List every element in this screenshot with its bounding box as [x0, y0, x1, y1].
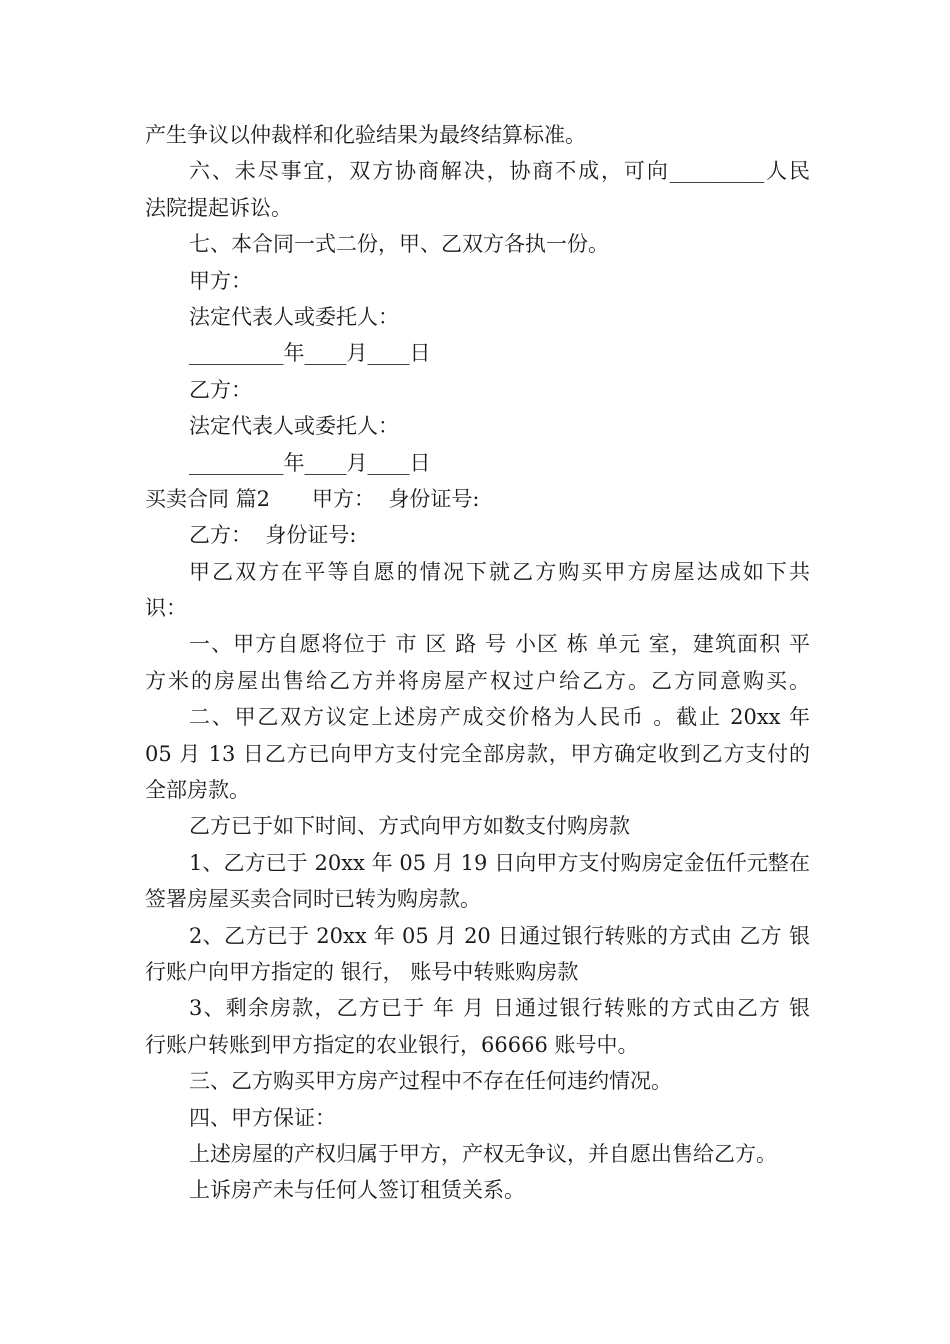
text-line: 法定代表人或委托人：	[189, 414, 399, 439]
text-line: 05 月 13 日乙方已向甲方支付完全部房款，甲方确定收到乙方支付的	[145, 741, 810, 766]
text-line: 上诉房产未与任何人签订租赁关系。	[189, 1178, 525, 1203]
text-line: 方米的房屋出售给乙方并将房屋产权过户给乙方。乙方同意购买。	[145, 668, 810, 693]
text-line: 2、乙方已于 20xx 年 05 月 20 日通过银行转账的方式由 乙方 银	[189, 923, 810, 948]
text-line: 识：	[145, 596, 187, 621]
text-line: _________年____月____日	[189, 341, 431, 366]
text-line: 乙方： 身份证号:	[189, 523, 357, 548]
text-line: 签署房屋买卖合同时已转为购房款。	[145, 887, 481, 912]
text-line: 行账户向甲方指定的 银行， 账号中转账购房款	[145, 959, 579, 984]
text-line: 三、乙方购买甲方房产过程中不存在任何违约情况。	[189, 1069, 672, 1094]
document-body	[145, 117, 810, 1209]
text-line: 全部房款。	[145, 778, 250, 803]
text-line: 七、本合同一式二份，甲、乙双方各执一份。	[189, 232, 609, 257]
text-line: 上述房屋的产权归属于甲方，产权无争议，并自愿出售给乙方。	[189, 1141, 777, 1166]
text-line: 3、剩余房款，乙方已于 年 月 日通过银行转账的方式由乙方 银	[189, 996, 810, 1021]
text-line: 产生争议以仲裁样和化验结果为最终结算标准。	[145, 123, 586, 147]
text-line: 一、甲方自愿将位于 市 区 路 号 小区 栋 单元 室，建筑面积 平	[189, 632, 810, 657]
text-line: 乙方已于如下时间、方式向甲方如数支付购房款	[189, 814, 630, 839]
text-line: 法定代表人或委托人：	[189, 304, 399, 329]
text-line: 法院提起诉讼。	[145, 195, 292, 220]
text-line: 乙方：	[189, 377, 252, 402]
text-line: 甲乙双方在平等自愿的情况下就乙方购买甲方房屋达成如下共	[189, 559, 810, 584]
text-line: 六、未尽事宜，双方协商解决，协商不成，可向_________人民	[189, 159, 810, 184]
text-line: _________年____月____日	[189, 450, 431, 475]
text-line: 二、甲乙双方议定上述房产成交价格为人民币 。截止 20xx 年	[189, 705, 810, 730]
text-line: 四、甲方保证：	[189, 1105, 336, 1130]
section-heading: 买卖合同 篇2 甲方： 身份证号:	[145, 486, 480, 511]
text-line: 1、乙方已于 20xx 年 05 月 19 日向甲方支付购房定金伍仟元整在	[189, 850, 810, 875]
text-line: 甲方：	[189, 268, 252, 293]
text-line: 行账户转账到甲方指定的农业银行，66666 账号中。	[145, 1032, 639, 1057]
